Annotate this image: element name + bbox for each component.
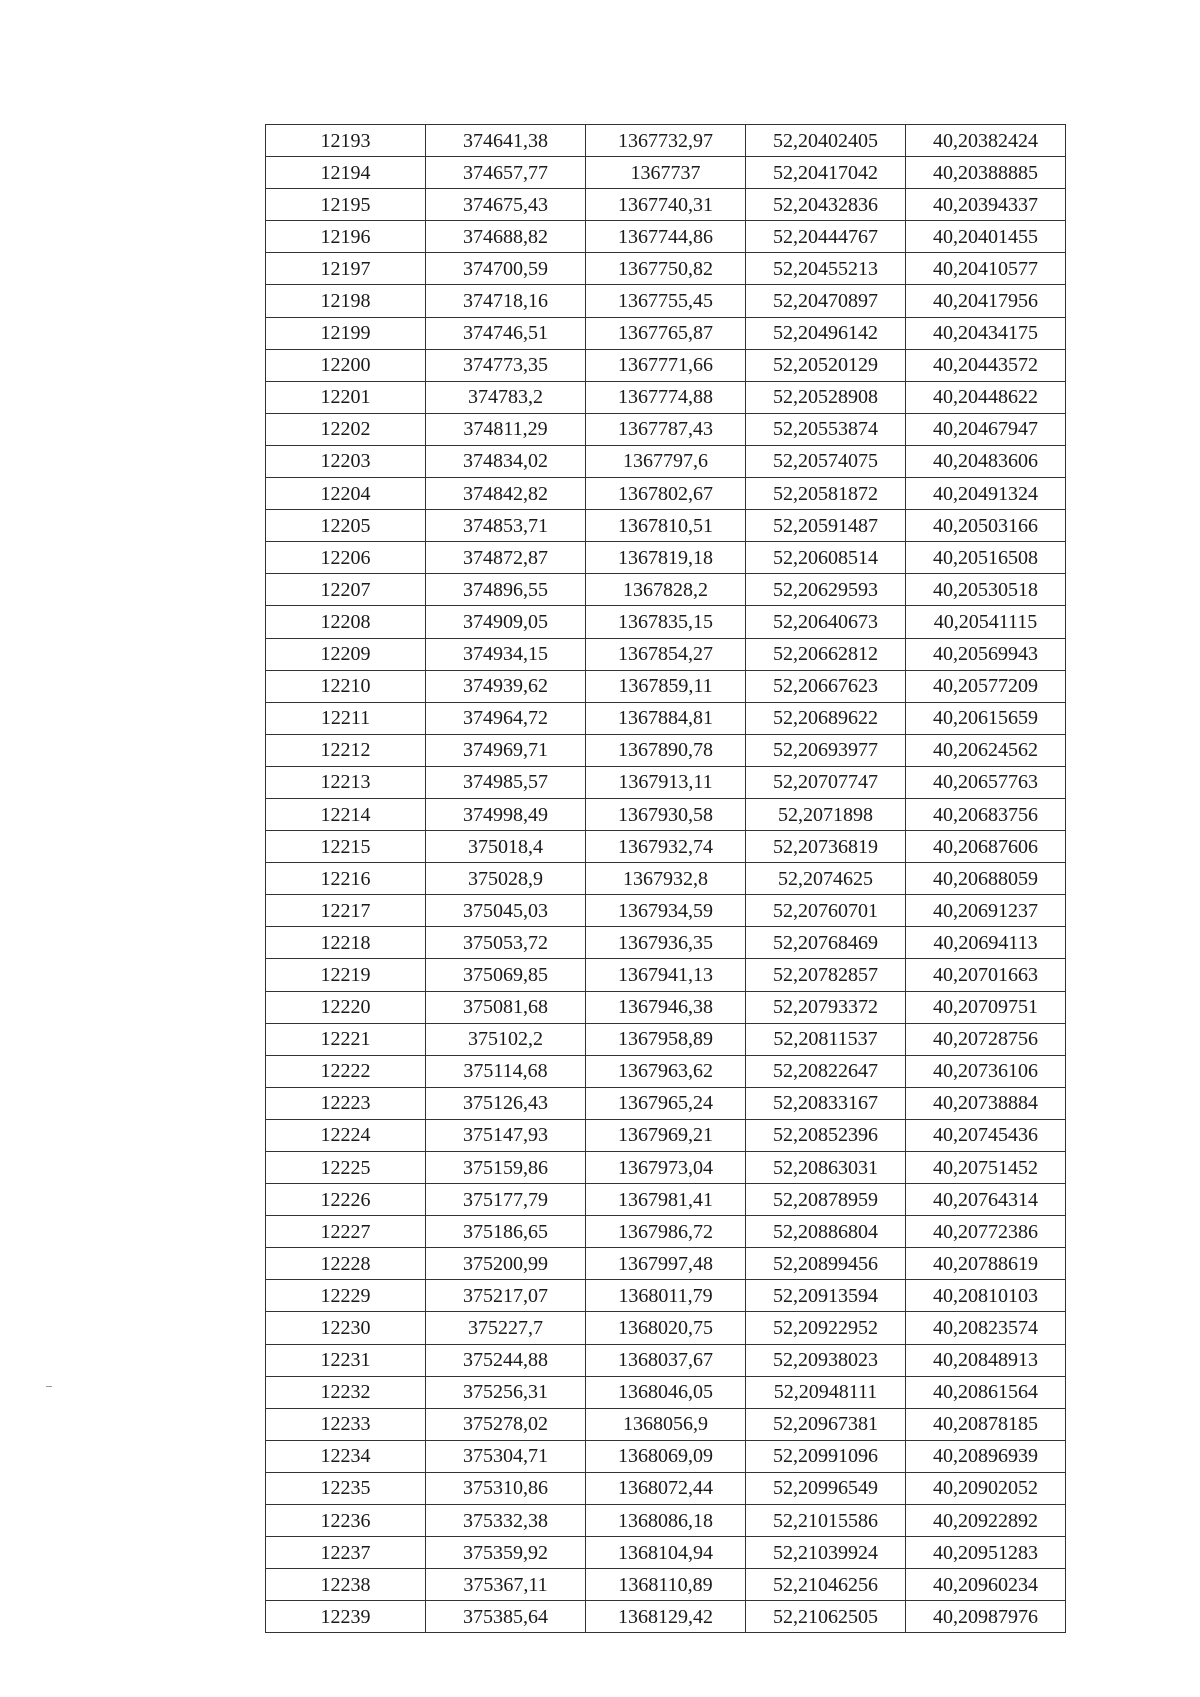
x-coordinate-cell: 374842,82 <box>426 478 586 510</box>
latitude-cell: 52,20417042 <box>746 157 906 189</box>
latitude-cell: 52,20833167 <box>746 1087 906 1119</box>
point-number-cell: 12207 <box>266 574 426 606</box>
table-row <box>266 959 1066 991</box>
table-row <box>266 927 1066 959</box>
longitude-cell: 40,20951283 <box>906 1537 1066 1569</box>
y-coordinate-cell: 1367946,38 <box>586 991 746 1023</box>
longitude-cell: 40,20878185 <box>906 1408 1066 1440</box>
longitude-cell: 40,20764314 <box>906 1184 1066 1216</box>
y-coordinate-cell: 1367737 <box>586 157 746 189</box>
latitude-cell: 52,20528908 <box>746 381 906 413</box>
longitude-cell: 40,20657763 <box>906 766 1066 798</box>
longitude-cell: 40,20861564 <box>906 1376 1066 1408</box>
longitude-cell: 40,20823574 <box>906 1312 1066 1344</box>
latitude-cell: 52,20760701 <box>746 895 906 927</box>
x-coordinate-cell: 375304,71 <box>426 1440 586 1472</box>
latitude-cell: 52,20913594 <box>746 1280 906 1312</box>
table-row <box>266 253 1066 285</box>
longitude-cell: 40,20691237 <box>906 895 1066 927</box>
point-number-cell: 12199 <box>266 317 426 349</box>
y-coordinate-cell: 1367774,88 <box>586 381 746 413</box>
longitude-cell: 40,20772386 <box>906 1216 1066 1248</box>
latitude-cell: 52,2071898 <box>746 798 906 830</box>
table-row <box>266 1119 1066 1151</box>
point-number-cell: 12224 <box>266 1119 426 1151</box>
table-row <box>266 1184 1066 1216</box>
table-row <box>266 445 1066 477</box>
point-number-cell: 12226 <box>266 1184 426 1216</box>
table-row <box>266 1408 1066 1440</box>
y-coordinate-cell: 1367930,58 <box>586 798 746 830</box>
y-coordinate-cell: 1368011,79 <box>586 1280 746 1312</box>
x-coordinate-cell: 375367,11 <box>426 1569 586 1601</box>
x-coordinate-cell: 375114,68 <box>426 1055 586 1087</box>
table-row <box>266 478 1066 510</box>
x-coordinate-cell: 374872,87 <box>426 542 586 574</box>
table-row <box>266 1023 1066 1055</box>
y-coordinate-cell: 1367934,59 <box>586 895 746 927</box>
table-row <box>266 349 1066 381</box>
table-row <box>266 317 1066 349</box>
longitude-cell: 40,20417956 <box>906 285 1066 317</box>
y-coordinate-cell: 1368072,44 <box>586 1472 746 1504</box>
table-row <box>266 1344 1066 1376</box>
x-coordinate-cell: 375053,72 <box>426 927 586 959</box>
latitude-cell: 52,20667623 <box>746 670 906 702</box>
point-number-cell: 12236 <box>266 1505 426 1537</box>
point-number-cell: 12198 <box>266 285 426 317</box>
y-coordinate-cell: 1367732,97 <box>586 125 746 157</box>
longitude-cell: 40,20388885 <box>906 157 1066 189</box>
point-number-cell: 12197 <box>266 253 426 285</box>
x-coordinate-cell: 374985,57 <box>426 766 586 798</box>
table-row <box>266 189 1066 221</box>
x-coordinate-cell: 374811,29 <box>426 413 586 445</box>
x-coordinate-cell: 374700,59 <box>426 253 586 285</box>
x-coordinate-cell: 374934,15 <box>426 638 586 670</box>
point-number-cell: 12233 <box>266 1408 426 1440</box>
point-number-cell: 12228 <box>266 1248 426 1280</box>
table-row <box>266 1537 1066 1569</box>
latitude-cell: 52,20822647 <box>746 1055 906 1087</box>
x-coordinate-cell: 374718,16 <box>426 285 586 317</box>
table-row <box>266 510 1066 542</box>
longitude-cell: 40,20738884 <box>906 1087 1066 1119</box>
x-coordinate-cell: 374909,05 <box>426 606 586 638</box>
table-row <box>266 734 1066 766</box>
longitude-cell: 40,20483606 <box>906 445 1066 477</box>
table-row <box>266 221 1066 253</box>
point-number-cell: 12220 <box>266 991 426 1023</box>
y-coordinate-cell: 1368069,09 <box>586 1440 746 1472</box>
longitude-cell: 40,20810103 <box>906 1280 1066 1312</box>
longitude-cell: 40,20751452 <box>906 1152 1066 1184</box>
longitude-cell: 40,20443572 <box>906 349 1066 381</box>
coordinates-table <box>265 124 1066 1633</box>
x-coordinate-cell: 374641,38 <box>426 125 586 157</box>
table-row <box>266 1376 1066 1408</box>
point-number-cell: 12200 <box>266 349 426 381</box>
x-coordinate-cell: 375018,4 <box>426 831 586 863</box>
latitude-cell: 52,21062505 <box>746 1601 906 1633</box>
x-coordinate-cell: 375028,9 <box>426 863 586 895</box>
x-coordinate-cell: 375332,38 <box>426 1505 586 1537</box>
point-number-cell: 12194 <box>266 157 426 189</box>
latitude-cell: 52,20899456 <box>746 1248 906 1280</box>
point-number-cell: 12209 <box>266 638 426 670</box>
longitude-cell: 40,20848913 <box>906 1344 1066 1376</box>
point-number-cell: 12204 <box>266 478 426 510</box>
x-coordinate-cell: 375159,86 <box>426 1152 586 1184</box>
table-row <box>266 638 1066 670</box>
x-coordinate-cell: 375102,2 <box>426 1023 586 1055</box>
y-coordinate-cell: 1367932,8 <box>586 863 746 895</box>
point-number-cell: 12208 <box>266 606 426 638</box>
table-row <box>266 381 1066 413</box>
y-coordinate-cell: 1367932,74 <box>586 831 746 863</box>
x-coordinate-cell: 375310,86 <box>426 1472 586 1504</box>
latitude-cell: 52,20922952 <box>746 1312 906 1344</box>
latitude-cell: 52,20581872 <box>746 478 906 510</box>
y-coordinate-cell: 1367797,6 <box>586 445 746 477</box>
latitude-cell: 52,21046256 <box>746 1569 906 1601</box>
y-coordinate-cell: 1368110,89 <box>586 1569 746 1601</box>
latitude-cell: 52,20432836 <box>746 189 906 221</box>
longitude-cell: 40,20987976 <box>906 1601 1066 1633</box>
point-number-cell: 12212 <box>266 734 426 766</box>
longitude-cell: 40,20788619 <box>906 1248 1066 1280</box>
longitude-cell: 40,20541115 <box>906 606 1066 638</box>
y-coordinate-cell: 1367755,45 <box>586 285 746 317</box>
x-coordinate-cell: 375069,85 <box>426 959 586 991</box>
y-coordinate-cell: 1367771,66 <box>586 349 746 381</box>
y-coordinate-cell: 1368056,9 <box>586 1408 746 1440</box>
x-coordinate-cell: 375045,03 <box>426 895 586 927</box>
x-coordinate-cell: 375227,7 <box>426 1312 586 1344</box>
x-coordinate-cell: 375126,43 <box>426 1087 586 1119</box>
x-coordinate-cell: 374834,02 <box>426 445 586 477</box>
point-number-cell: 12206 <box>266 542 426 574</box>
point-number-cell: 12211 <box>266 702 426 734</box>
table-row <box>266 542 1066 574</box>
point-number-cell: 12222 <box>266 1055 426 1087</box>
longitude-cell: 40,20688059 <box>906 863 1066 895</box>
table-row <box>266 702 1066 734</box>
longitude-cell: 40,20516508 <box>906 542 1066 574</box>
x-coordinate-cell: 374969,71 <box>426 734 586 766</box>
latitude-cell: 52,20662812 <box>746 638 906 670</box>
latitude-cell: 52,20793372 <box>746 991 906 1023</box>
point-number-cell: 12193 <box>266 125 426 157</box>
table-row <box>266 1216 1066 1248</box>
longitude-cell: 40,20503166 <box>906 510 1066 542</box>
table-row <box>266 798 1066 830</box>
table-row <box>266 1472 1066 1504</box>
table-row <box>266 1312 1066 1344</box>
latitude-cell: 52,20470897 <box>746 285 906 317</box>
point-number-cell: 12196 <box>266 221 426 253</box>
longitude-cell: 40,20577209 <box>906 670 1066 702</box>
x-coordinate-cell: 375147,93 <box>426 1119 586 1151</box>
longitude-cell: 40,20491324 <box>906 478 1066 510</box>
y-coordinate-cell: 1367802,67 <box>586 478 746 510</box>
table-row <box>266 125 1066 157</box>
longitude-cell: 40,20530518 <box>906 574 1066 606</box>
latitude-cell: 52,2074625 <box>746 863 906 895</box>
longitude-cell: 40,20467947 <box>906 413 1066 445</box>
longitude-cell: 40,20902052 <box>906 1472 1066 1504</box>
y-coordinate-cell: 1367740,31 <box>586 189 746 221</box>
point-number-cell: 12218 <box>266 927 426 959</box>
longitude-cell: 40,20736106 <box>906 1055 1066 1087</box>
y-coordinate-cell: 1367969,21 <box>586 1119 746 1151</box>
table-row <box>266 157 1066 189</box>
longitude-cell: 40,20728756 <box>906 1023 1066 1055</box>
table-row <box>266 574 1066 606</box>
latitude-cell: 52,21015586 <box>746 1505 906 1537</box>
longitude-cell: 40,20624562 <box>906 734 1066 766</box>
point-number-cell: 12230 <box>266 1312 426 1344</box>
y-coordinate-cell: 1367890,78 <box>586 734 746 766</box>
latitude-cell: 52,20693977 <box>746 734 906 766</box>
latitude-cell: 52,20948111 <box>746 1376 906 1408</box>
table-row <box>266 1569 1066 1601</box>
latitude-cell: 52,20574075 <box>746 445 906 477</box>
x-coordinate-cell: 374853,71 <box>426 510 586 542</box>
point-number-cell: 12223 <box>266 1087 426 1119</box>
point-number-cell: 12213 <box>266 766 426 798</box>
longitude-cell: 40,20394337 <box>906 189 1066 221</box>
longitude-cell: 40,20745436 <box>906 1119 1066 1151</box>
latitude-cell: 52,20520129 <box>746 349 906 381</box>
latitude-cell: 52,20878959 <box>746 1184 906 1216</box>
longitude-cell: 40,20569943 <box>906 638 1066 670</box>
longitude-cell: 40,20896939 <box>906 1440 1066 1472</box>
point-number-cell: 12227 <box>266 1216 426 1248</box>
y-coordinate-cell: 1368046,05 <box>586 1376 746 1408</box>
y-coordinate-cell: 1368020,75 <box>586 1312 746 1344</box>
longitude-cell: 40,20410577 <box>906 253 1066 285</box>
latitude-cell: 52,20782857 <box>746 959 906 991</box>
x-coordinate-cell: 374964,72 <box>426 702 586 734</box>
table-row <box>266 863 1066 895</box>
y-coordinate-cell: 1367986,72 <box>586 1216 746 1248</box>
y-coordinate-cell: 1367828,2 <box>586 574 746 606</box>
x-coordinate-cell: 375256,31 <box>426 1376 586 1408</box>
x-coordinate-cell: 374746,51 <box>426 317 586 349</box>
latitude-cell: 52,20402405 <box>746 125 906 157</box>
latitude-cell: 52,20996549 <box>746 1472 906 1504</box>
latitude-cell: 52,20967381 <box>746 1408 906 1440</box>
point-number-cell: 12219 <box>266 959 426 991</box>
latitude-cell: 52,20689622 <box>746 702 906 734</box>
table-row <box>266 1248 1066 1280</box>
y-coordinate-cell: 1367835,15 <box>586 606 746 638</box>
latitude-cell: 52,20496142 <box>746 317 906 349</box>
longitude-cell: 40,20401455 <box>906 221 1066 253</box>
x-coordinate-cell: 375244,88 <box>426 1344 586 1376</box>
latitude-cell: 52,20852396 <box>746 1119 906 1151</box>
longitude-cell: 40,20615659 <box>906 702 1066 734</box>
x-coordinate-cell: 375359,92 <box>426 1537 586 1569</box>
longitude-cell: 40,20434175 <box>906 317 1066 349</box>
point-number-cell: 12234 <box>266 1440 426 1472</box>
point-number-cell: 12238 <box>266 1569 426 1601</box>
latitude-cell: 52,20553874 <box>746 413 906 445</box>
longitude-cell: 40,20922892 <box>906 1505 1066 1537</box>
point-number-cell: 12235 <box>266 1472 426 1504</box>
x-coordinate-cell: 374688,82 <box>426 221 586 253</box>
latitude-cell: 52,20444767 <box>746 221 906 253</box>
longitude-cell: 40,20960234 <box>906 1569 1066 1601</box>
point-number-cell: 12210 <box>266 670 426 702</box>
latitude-cell: 52,20640673 <box>746 606 906 638</box>
y-coordinate-cell: 1367941,13 <box>586 959 746 991</box>
table-row <box>266 1280 1066 1312</box>
x-coordinate-cell: 375200,99 <box>426 1248 586 1280</box>
x-coordinate-cell: 375186,65 <box>426 1216 586 1248</box>
y-coordinate-cell: 1367810,51 <box>586 510 746 542</box>
x-coordinate-cell: 375217,07 <box>426 1280 586 1312</box>
y-coordinate-cell: 1367958,89 <box>586 1023 746 1055</box>
point-number-cell: 12237 <box>266 1537 426 1569</box>
point-number-cell: 12232 <box>266 1376 426 1408</box>
table-row <box>266 1087 1066 1119</box>
latitude-cell: 52,20707747 <box>746 766 906 798</box>
x-coordinate-cell: 374773,35 <box>426 349 586 381</box>
x-coordinate-cell: 374998,49 <box>426 798 586 830</box>
latitude-cell: 52,20938023 <box>746 1344 906 1376</box>
table-row <box>266 413 1066 445</box>
x-coordinate-cell: 374657,77 <box>426 157 586 189</box>
table-row <box>266 766 1066 798</box>
point-number-cell: 12229 <box>266 1280 426 1312</box>
longitude-cell: 40,20448622 <box>906 381 1066 413</box>
y-coordinate-cell: 1367854,27 <box>586 638 746 670</box>
latitude-cell: 52,20736819 <box>746 831 906 863</box>
longitude-cell: 40,20709751 <box>906 991 1066 1023</box>
table-row <box>266 991 1066 1023</box>
table-row <box>266 670 1066 702</box>
point-number-cell: 12215 <box>266 831 426 863</box>
point-number-cell: 12205 <box>266 510 426 542</box>
longitude-cell: 40,20701663 <box>906 959 1066 991</box>
latitude-cell: 52,20886804 <box>746 1216 906 1248</box>
x-coordinate-cell: 375385,64 <box>426 1601 586 1633</box>
table-row <box>266 1055 1066 1087</box>
point-number-cell: 12202 <box>266 413 426 445</box>
latitude-cell: 52,20811537 <box>746 1023 906 1055</box>
y-coordinate-cell: 1367997,48 <box>586 1248 746 1280</box>
table-row <box>266 1440 1066 1472</box>
y-coordinate-cell: 1367765,87 <box>586 317 746 349</box>
y-coordinate-cell: 1368086,18 <box>586 1505 746 1537</box>
x-coordinate-cell: 374896,55 <box>426 574 586 606</box>
x-coordinate-cell: 375278,02 <box>426 1408 586 1440</box>
latitude-cell: 52,20608514 <box>746 542 906 574</box>
coordinates-table-body <box>266 125 1066 1633</box>
latitude-cell: 52,20455213 <box>746 253 906 285</box>
x-coordinate-cell: 374675,43 <box>426 189 586 221</box>
table-row <box>266 895 1066 927</box>
x-coordinate-cell: 374783,2 <box>426 381 586 413</box>
y-coordinate-cell: 1367981,41 <box>586 1184 746 1216</box>
y-coordinate-cell: 1367884,81 <box>586 702 746 734</box>
y-coordinate-cell: 1367819,18 <box>586 542 746 574</box>
y-coordinate-cell: 1368104,94 <box>586 1537 746 1569</box>
y-coordinate-cell: 1367913,11 <box>586 766 746 798</box>
table-row <box>266 1152 1066 1184</box>
point-number-cell: 12203 <box>266 445 426 477</box>
latitude-cell: 52,20629593 <box>746 574 906 606</box>
longitude-cell: 40,20694113 <box>906 927 1066 959</box>
y-coordinate-cell: 1367936,35 <box>586 927 746 959</box>
longitude-cell: 40,20382424 <box>906 125 1066 157</box>
x-coordinate-cell: 375177,79 <box>426 1184 586 1216</box>
table-row <box>266 606 1066 638</box>
point-number-cell: 12216 <box>266 863 426 895</box>
latitude-cell: 52,20991096 <box>746 1440 906 1472</box>
point-number-cell: 12214 <box>266 798 426 830</box>
margin-mark <box>46 1386 52 1387</box>
y-coordinate-cell: 1367750,82 <box>586 253 746 285</box>
longitude-cell: 40,20687606 <box>906 831 1066 863</box>
table-row <box>266 285 1066 317</box>
latitude-cell: 52,20768469 <box>746 927 906 959</box>
y-coordinate-cell: 1367963,62 <box>586 1055 746 1087</box>
latitude-cell: 52,20591487 <box>746 510 906 542</box>
latitude-cell: 52,21039924 <box>746 1537 906 1569</box>
y-coordinate-cell: 1367744,86 <box>586 221 746 253</box>
longitude-cell: 40,20683756 <box>906 798 1066 830</box>
latitude-cell: 52,20863031 <box>746 1152 906 1184</box>
point-number-cell: 12231 <box>266 1344 426 1376</box>
table-row <box>266 1601 1066 1633</box>
point-number-cell: 12217 <box>266 895 426 927</box>
y-coordinate-cell: 1368129,42 <box>586 1601 746 1633</box>
table-row <box>266 831 1066 863</box>
point-number-cell: 12201 <box>266 381 426 413</box>
point-number-cell: 12221 <box>266 1023 426 1055</box>
y-coordinate-cell: 1367859,11 <box>586 670 746 702</box>
y-coordinate-cell: 1368037,67 <box>586 1344 746 1376</box>
point-number-cell: 12195 <box>266 189 426 221</box>
y-coordinate-cell: 1367973,04 <box>586 1152 746 1184</box>
point-number-cell: 12239 <box>266 1601 426 1633</box>
y-coordinate-cell: 1367787,43 <box>586 413 746 445</box>
x-coordinate-cell: 375081,68 <box>426 991 586 1023</box>
point-number-cell: 12225 <box>266 1152 426 1184</box>
x-coordinate-cell: 374939,62 <box>426 670 586 702</box>
y-coordinate-cell: 1367965,24 <box>586 1087 746 1119</box>
table-row <box>266 1505 1066 1537</box>
